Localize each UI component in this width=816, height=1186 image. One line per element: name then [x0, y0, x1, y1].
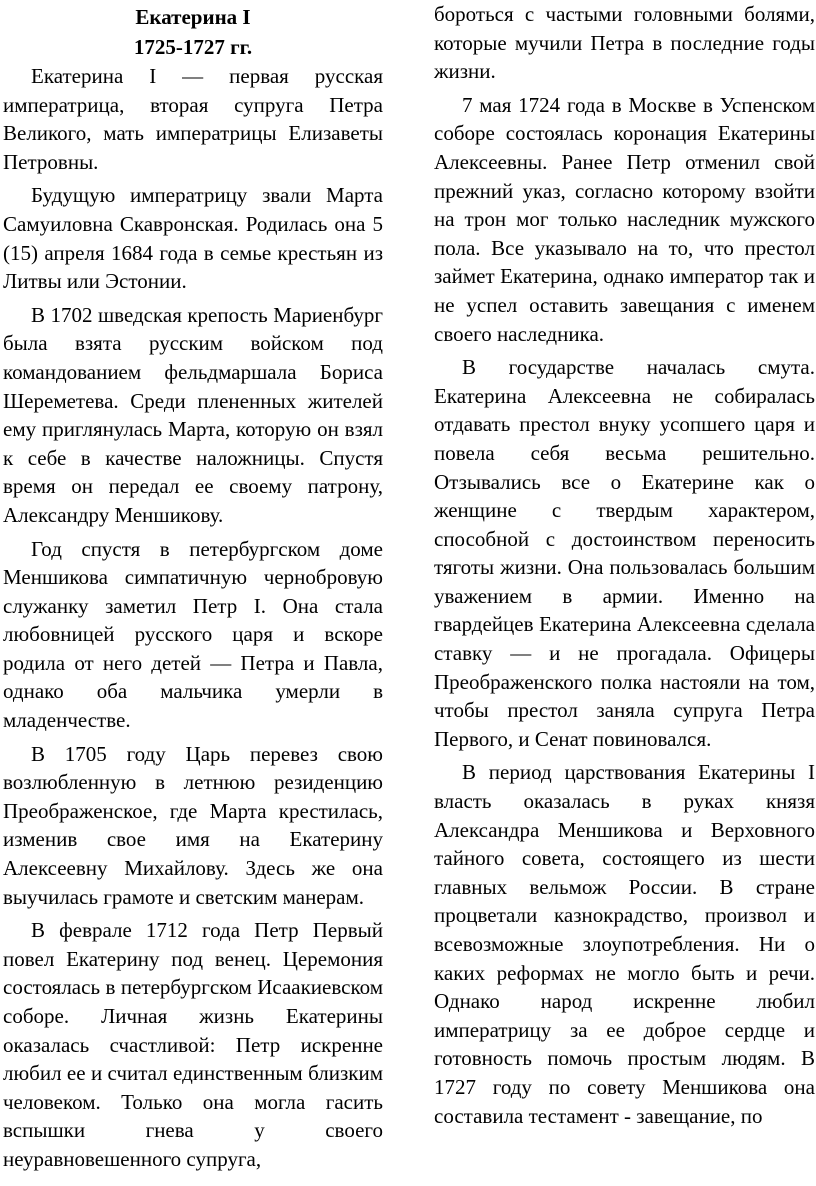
right-column — [434, 0, 815, 1130]
paragraph-wedding: В феврале 1712 года Петр Первый повел Екатерину под венец. Церемония состоялась в петербургском Исаакиевском соборе. Личная жизнь Екатерины оказалась счастливой: Петр искренне любил ее и считал единственным близким человеком. Только она могла гасить вспышки гнева у своего неуравновешенного супруга, — [3, 918, 383, 1171]
title-name: Екатерина I — [135, 5, 251, 29]
paragraph-intro: Екатерина I — первая русская императрица, вторая супруга Петра Великого, мать императрицы Елизаветы Петровны. — [3, 64, 383, 174]
paragraph-continuation: бороться с частыми головными болями, которые мучили Петра в последние годы жизни. — [434, 2, 815, 84]
left-column — [3, 0, 383, 1174]
paragraph-coronation: 7 мая 1724 года в Москве в Успенском соборе состоялась коронация Екатерины Алексеевны. Ранее Петр отменил свой прежний указ, согласно которому взойти на трон мог только наследник мужского пола. Все указывало на то, что престол займет Екатерина, однако император так и не успел оставить завещания с именем своего наследника. — [434, 92, 815, 346]
paragraph-marienburg: В 1702 шведская крепость Мариенбург была взята русским войском под командованием фельдмаршала Бориса Шереметева. Среди плененных жителей ему приглянулась Марта, которую он взял к себе в качестве наложницы. Спустя время он передал ее своему патрону, Александру Меншикову. — [3, 302, 383, 527]
paragraph-succession: В государстве началась смута. Екатерина Алексеевна не собиралась отдавать престол внуку усопшего царя и повела себя весьма решительно. Отзывались все о Екатерине как о женщине с твердым характером, способной с достоинством переносить тяготы жизни. Она пользовалась большим уважением в армии. Именно на гвардейцев Екатерина Алексеевна сделала ставку — и не прогадала. Офицеры Преображенского полка настояли на том, чтобы престол заняла супруга Петра Первого, и Сенат повиновался. — [434, 355, 815, 751]
paragraph-menshikov-house: Год спустя в петербургском доме Меншикова симпатичную чернобровую служанку заметил Петр I. Она стала любовницей русского царя и вскоре родила от него детей — Петра и Павла, однако оба мальчика умерли в младенчестве. — [3, 536, 383, 733]
paragraph-baptism: В 1705 году Царь перевез свою возлюбленную в летнюю резиденцию Преображенское, где Марта крестилась, изменив свое имя на Екатерину Алексеевну Михайлову. Здесь же она выучилась грамоте и светским манерам. — [3, 741, 383, 909]
page-title — [3, 2, 383, 62]
paragraph-reign: В период царствования Екатерины I власть оказалась в руках князя Александра Меншикова и Верховного тайного совета, состоящего из шести главных вельмож России. В стране процветали казнокрадство, произвол и всевозможные злоупотребления. Ни о каких реформах не могло быть и речи. Однако народ искренне любил императрицу за ее доброе сердце и готовность помочь простым людям. В 1727 году по совету Меншикова она составила тестамент - завещание, по — [434, 760, 815, 1128]
paragraph-birth: Будущую императрицу звали Марта Самуиловна Скавронская. Родилась она 5 (15) апреля 1684 года в семье крестьян из Литвы или Эстонии. — [3, 183, 383, 294]
title-years: 1725-1727 гг. — [133, 35, 253, 59]
